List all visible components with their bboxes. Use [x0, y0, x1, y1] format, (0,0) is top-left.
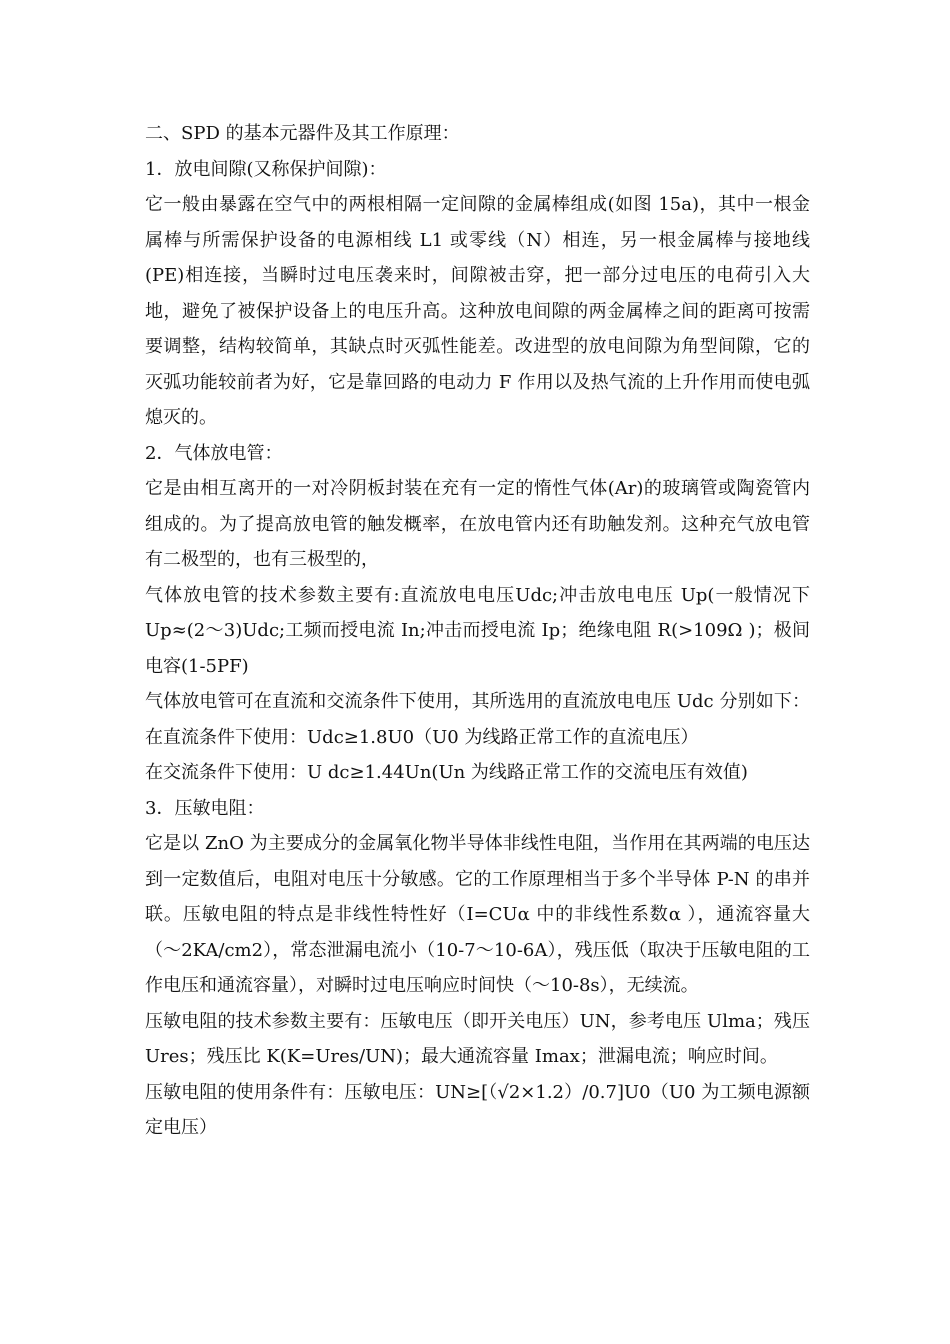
paragraph-varistor-parameters: 压敏电阻的技术参数主要有：压敏电压（即开关电压）UN，参考电压 Ulma；残压 Ures；残压比 K(K=Ures/UN)；最大通流容量 Imax；泄漏电流；响应时间。 [145, 1010, 810, 1067]
subsection-heading-gas-discharge-tube: 2．气体放电管： [145, 442, 283, 464]
paragraph-gas-tube-dc-usage: 气体放电管可在直流和交流条件下使用，其所选用的直流放电电压 Udc 分别如下：在直流条件下使用：Udc≥1.8U0（U0 为线路正常工作的直流电压） [145, 691, 810, 748]
document-body [145, 116, 810, 1146]
paragraph-gas-tube-ac-usage: 在交流条件下使用：U dc≥1.44Un(Un 为线路正常工作的交流电压有效值) [145, 762, 748, 783]
paragraph-gas-tube-structure: 它是由相互离开的一对冷阴板封装在充有一定的惰性气体(Ar)的玻璃管或陶瓷管内组成的。为了提高放电管的触发概率，在放电管内还有助触发剂。这种充气放电管有二极型的，也有三极型的， [145, 478, 810, 570]
paragraph-discharge-gap: 它一般由暴露在空气中的两根相隔一定间隙的金属棒组成(如图 15a)，其中一根金属棒与所需保护设备的电源相线 L1 或零线（N）相连，另一根金属棒与接地线(PE)相连接，当瞬时过电压袭来时，间隙被击穿，把一部分过电压的电荷引入大地，避免了被保护设备上的电压升高。这种放电间隙的两金属棒之间的距离可按需要调整，结构较简单，其缺点时灭弧性能差。改进型的放电间隙为角型间隙，它的灭弧功能较前者为好，它是靠回路的电动力 F 作用以及热气流的上升作用而使电弧熄灭的。 [145, 194, 810, 428]
paragraph-varistor-principle: 它是以 ZnO 为主要成分的金属氧化物半导体非线性电阻，当作用在其两端的电压达到一定数值后，电阻对电压十分敏感。它的工作原理相当于多个半导体 P-N 的串并联。压敏电阻的特点是非线性特性好（I=CUα 中的非线性系数α ），通流容量大（～2KA/cm2），常态泄漏电流小（10-7～10-6A），残压低（取决于压敏电阻的工作电压和通流容量），对瞬时过电压响应时间快（～10-8s），无续流。 [145, 833, 810, 996]
subsection-heading-varistor: 3．压敏电阻： [145, 797, 265, 819]
section-heading: 二、SPD 的基本元器件及其工作原理： [145, 123, 460, 144]
paragraph-gas-tube-parameters: 气体放电管的技术参数主要有:直流放电电压Udc;冲击放电电压 Up(一般情况下Up≈(2～3)Udc;工频而授电流 In;冲击而授电流 Ip；绝缘电阻 R(>109Ω )；极间电容(1-5PF) [145, 584, 810, 677]
paragraph-varistor-conditions: 压敏电阻的使用条件有：压敏电压：UN≥[（√2×1.2）/0.7]U0（U0 为工频电源额定电压） [145, 1081, 810, 1138]
subsection-heading-discharge-gap: 1．放电间隙(又称保护间隙)： [145, 158, 387, 180]
